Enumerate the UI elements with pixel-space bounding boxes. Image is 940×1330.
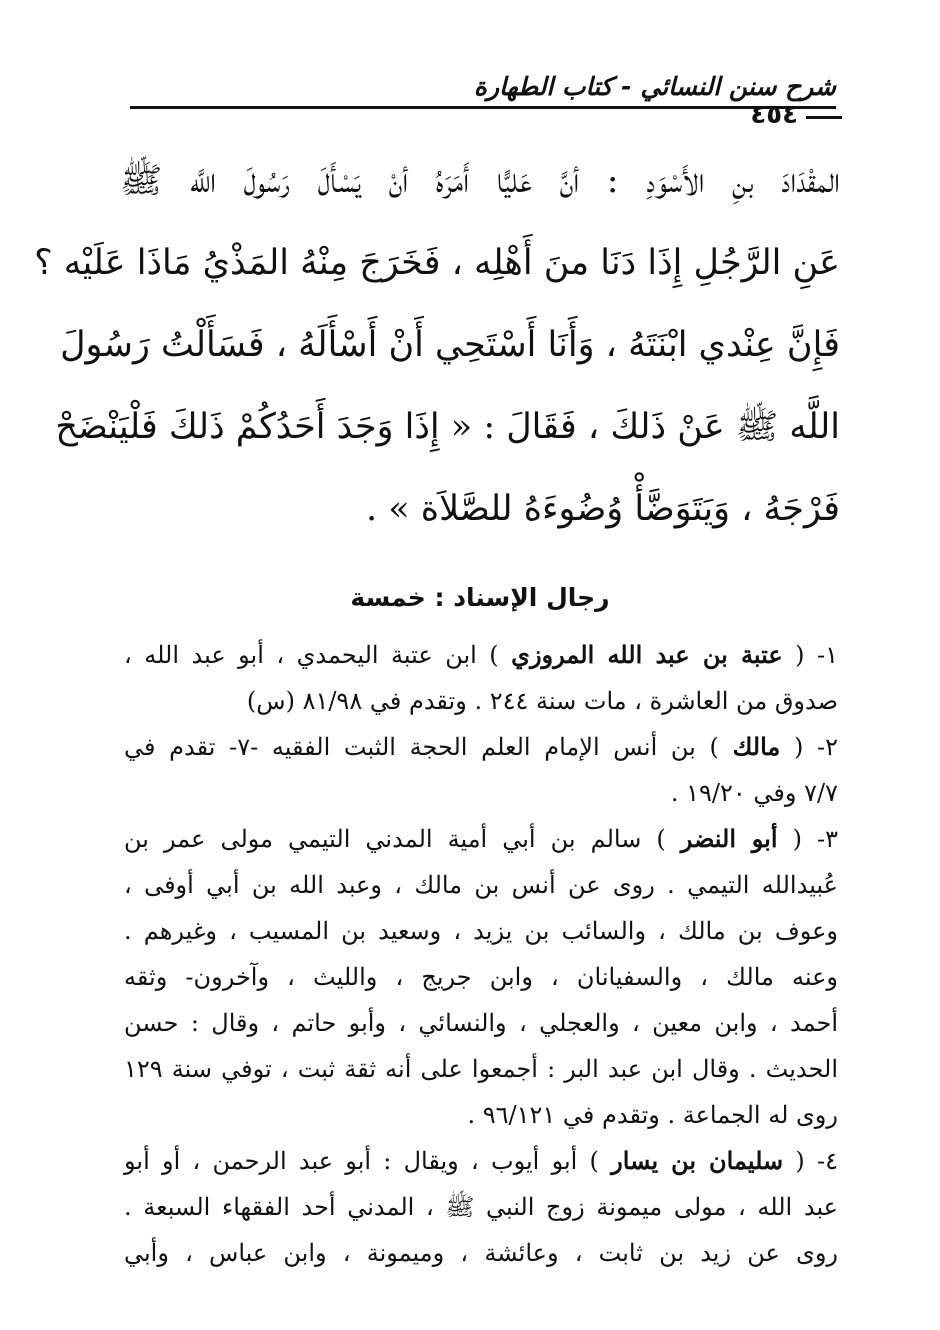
page-number-row bbox=[718, 100, 842, 134]
narrator-text-line: وعوف بن مالك ، والسائب بن يزيد ، وسعيد بن المسيب ، وغيرهم . bbox=[124, 917, 838, 945]
narrator-name: أبو النضر bbox=[680, 824, 778, 853]
narrator-text: ) سالم بن أبي أمية المدني التيمي مولى عمر بن bbox=[124, 825, 666, 853]
narrator-entry-line bbox=[124, 816, 838, 862]
narrator-entry-line bbox=[124, 632, 838, 678]
hadith-line: اللَّه ﷺ عَنْ ذَلكَ ، فَقَالَ : « إِذَا وَجَدَ أَحَدُكُمْ ذَلكَ فَلْيَنْضَحْ bbox=[55, 407, 840, 447]
narrator-text-line: وعنه مالك ، والسفيانان ، وابن جريج ، والليث ، وآخرون- وثقه bbox=[124, 963, 838, 991]
narrator-name: سليمان بن يسار bbox=[611, 1146, 784, 1175]
page-number-dash bbox=[806, 116, 842, 119]
narrator-text: ) ابن عتبة اليحمدي ، أبو عبد الله ، bbox=[124, 641, 499, 669]
narrator-list bbox=[124, 632, 838, 1276]
narrator-text-line: أحمد ، وابن معين ، والعجلي ، والنسائي ، وأبو حاتم ، وقال : حسن bbox=[124, 1009, 838, 1037]
narrator-name: عتبة بن عبد الله المروزي bbox=[511, 640, 783, 669]
header-title: شرح سنن النسائي - كتاب الطهارة bbox=[473, 72, 836, 101]
narrator-text-line: صدوق من العاشرة ، مات سنة ٢٤٤ . وتقدم في ٨١/٩٨ (س) bbox=[246, 687, 838, 715]
narrator-text: ) أبو أيوب ، ويقال : أبو عبد الرحمن ، أو أبو bbox=[124, 1147, 599, 1175]
section-heading: رجال الإسناد : خمسة bbox=[350, 583, 610, 612]
narrator-text-line: عبد الله ، مولى ميمونة زوج النبي ﷺ ، المدني أحد الفقهاء السبعة . bbox=[124, 1193, 838, 1221]
narrator-text-line: عُبيدالله التيمي . روى عن أنس بن مالك ، وعبد الله بن أبي أوفى ، bbox=[124, 871, 838, 899]
narrator-entry-line bbox=[124, 724, 838, 770]
narrator-name: مالك bbox=[732, 732, 781, 761]
narrator-number: ٢- ( bbox=[793, 733, 838, 761]
page-number: ٤٥٤ bbox=[750, 100, 798, 130]
narrator-text: ) بن أنس الإمام العلم الحجة الثبت الفقيه -٧- تقدم في bbox=[124, 733, 719, 761]
narrator-number: ٣- ( bbox=[792, 825, 838, 853]
hadith-line: عَنِ الرَّجُلِ إِذَا دَنَا منَ أَهْلِه ، فَخَرَجَ مِنْهُ المَذْيُ مَاذَا عَلَيْه ؟ bbox=[34, 243, 840, 283]
narrator-number: ١- ( bbox=[795, 641, 838, 669]
narrator-text-line: ٧/٧ وفي ١٩/٢٠ . bbox=[670, 779, 838, 807]
narrator-number: ٤- ( bbox=[795, 1147, 839, 1175]
narrator-text-line: روى له الجماعة . وتقدم في ٩٦/١٢١ . bbox=[467, 1101, 838, 1129]
narrator-text-line: الحديث . وقال ابن عبد البر : أجمعوا على أنه ثقة ثبت ، توفي سنة ١٢٩ bbox=[124, 1055, 838, 1083]
hadith-line: فَإِنَّ عِنْدي ابْنَتَهُ ، وَأَنَا أَسْتَحِي أَنْ أَسْأَلَهُ ، فَسَأَلْتُ رَسُولَ bbox=[60, 325, 840, 365]
hadith-line: فَرْجَهُ ، وَيَتَوَضَّأْ وُضُوءَهُ للصَّلاَة » . bbox=[365, 489, 840, 529]
narrator-entry-line bbox=[124, 1138, 838, 1184]
narrator-text-line: روى عن زيد بن ثابت ، وعائشة ، وميمونة ، وابن عباس ، وأبي bbox=[124, 1239, 838, 1267]
hadith-text bbox=[34, 140, 840, 550]
hadith-line: المقْدَادَ بنِ الأَسْوَدِ : أنَّ عَليًّا أَمَرَهُ أنْ يَسْأَلَ رَسُولَ اللَّه ﷺ bbox=[120, 161, 840, 201]
